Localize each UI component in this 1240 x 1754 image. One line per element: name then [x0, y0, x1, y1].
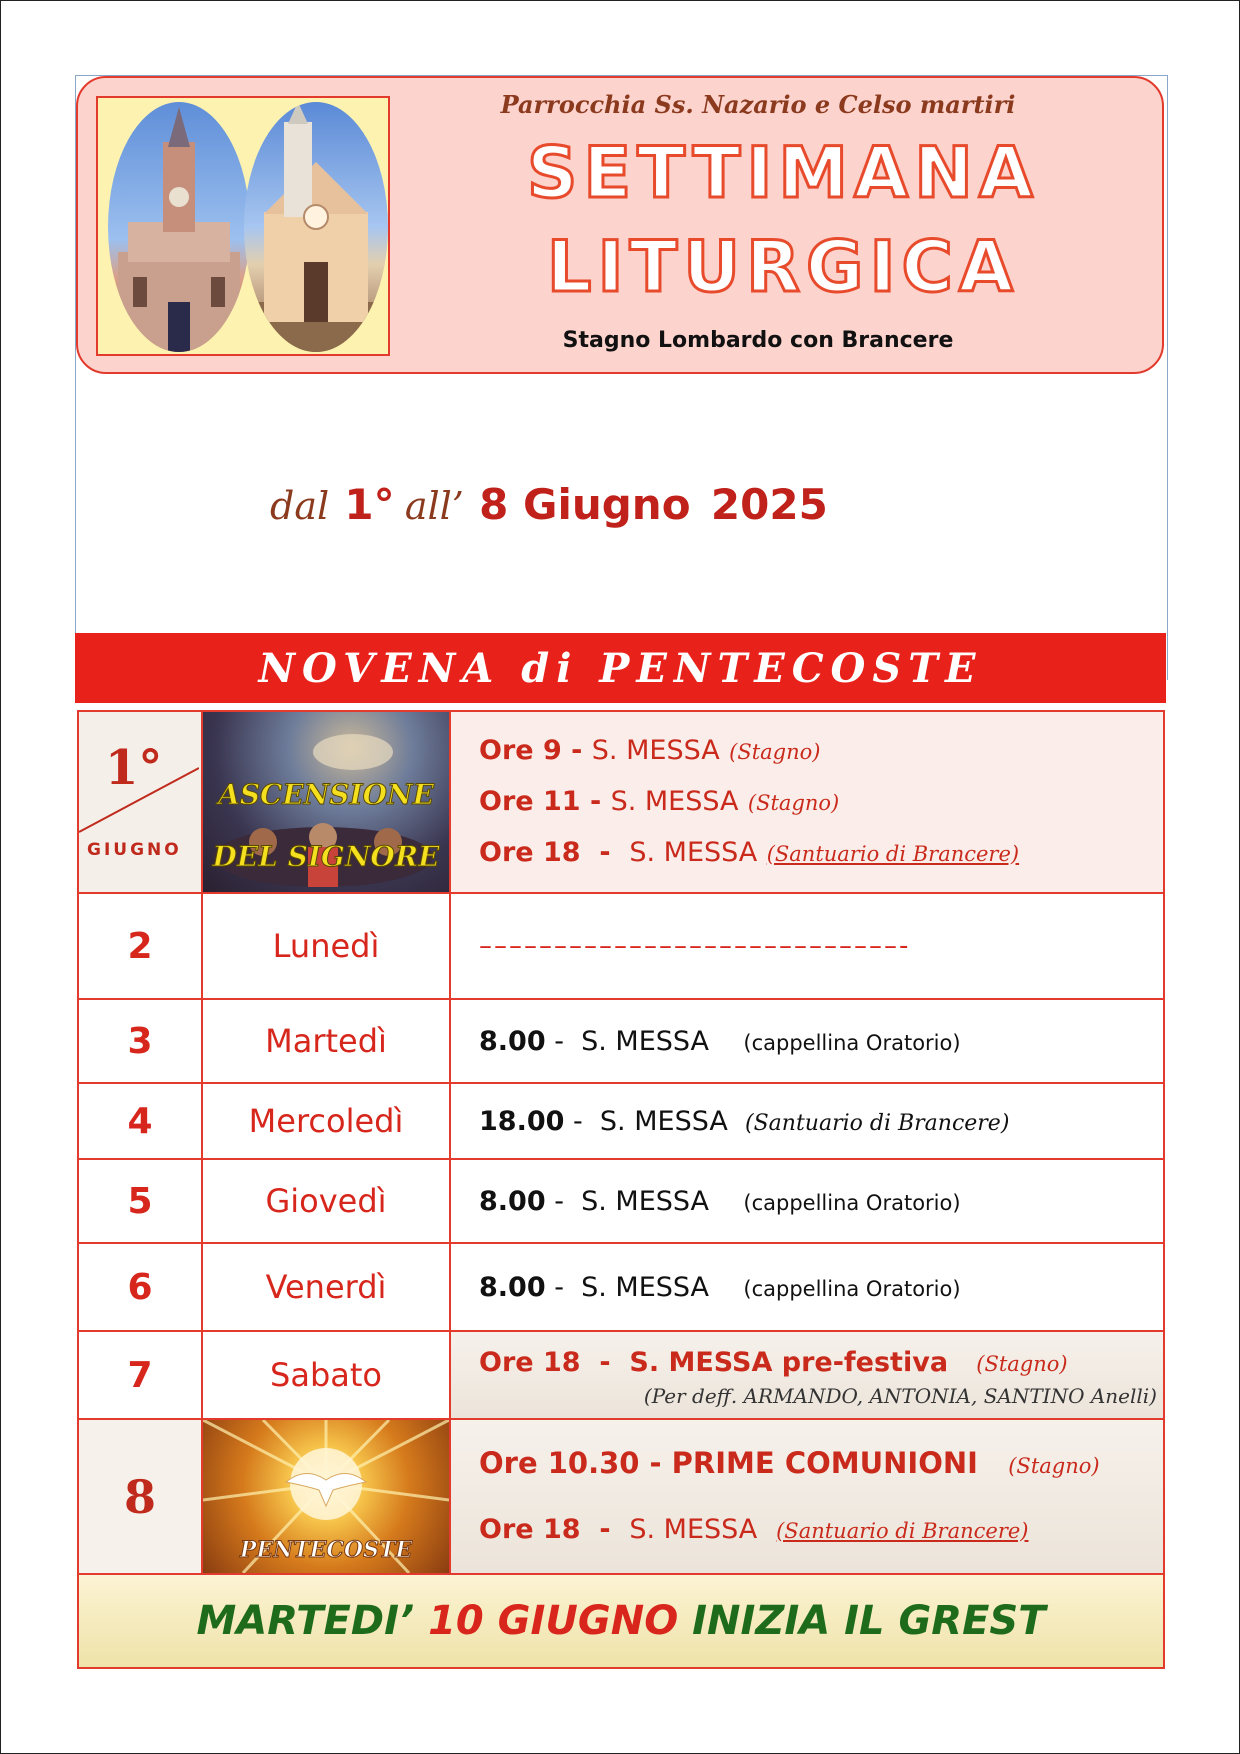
mass-label: S. MESSA: [629, 836, 758, 868]
day-name: Lunedì: [202, 893, 450, 999]
mass-label: S. MESSA: [629, 1513, 758, 1545]
ascension-image: [203, 712, 449, 892]
sep: -: [545, 1271, 582, 1303]
day-8-schedule: [450, 1419, 1164, 1574]
pentecost-image-cell: [202, 1419, 450, 1574]
day-1-line-2: [479, 777, 1163, 828]
sep: -: [580, 785, 611, 817]
day-number: 4: [78, 1083, 202, 1159]
table-row: [78, 1331, 1164, 1419]
schedule-line: [479, 1026, 961, 1057]
sep: -: [545, 1025, 582, 1057]
day-name: Sabato: [202, 1331, 450, 1419]
schedule-line-1: [479, 1431, 1163, 1498]
ascension-caption-2: DEL SIGNORE: [212, 840, 440, 873]
sep: -: [580, 1346, 630, 1378]
ascension-caption-1: ASCENSIONE: [218, 778, 434, 811]
mass-label: S. MESSA: [581, 1271, 710, 1303]
location: (cappellina Oratorio): [743, 1276, 961, 1301]
schedule-line: [479, 1186, 961, 1217]
day-schedule: [450, 893, 1164, 999]
pentecost-image: [203, 1420, 449, 1573]
schedule-table: [77, 710, 1165, 1669]
time: Ore 18: [479, 836, 581, 868]
schedule-line: [479, 1106, 1009, 1137]
schedule-line-2: [479, 1498, 1163, 1563]
mass-label: S. MESSA: [581, 1025, 710, 1057]
location: (Stagno): [1008, 1453, 1100, 1478]
date-from: 1°: [344, 480, 395, 529]
empty-schedule-dashes: ––––––––––––––––––––––––––––-: [479, 931, 911, 961]
mass-label: S. MESSA pre-festiva: [629, 1346, 949, 1378]
table-row: [78, 1243, 1164, 1331]
pentecost-caption: PENTECOSTE: [239, 1537, 413, 1563]
day-number: 2: [78, 893, 202, 999]
day-schedule: [450, 1159, 1164, 1243]
event: - PRIME COMUNIONI: [639, 1445, 978, 1480]
location: (Stagno): [729, 739, 821, 764]
location: (cappellina Oratorio): [743, 1030, 961, 1055]
location: (Santuario di Brancere): [745, 1110, 1010, 1136]
church-left-photo: [108, 102, 250, 352]
header-banner: [76, 76, 1164, 374]
sep: -: [564, 1105, 600, 1137]
day-name: Martedì: [202, 999, 450, 1083]
ascension-image-cell: [202, 711, 450, 893]
day-1-month: GIUGNO: [87, 840, 182, 860]
time: 8.00: [479, 1271, 546, 1303]
day-1-schedule: [450, 711, 1164, 893]
mass-label: S. MESSA: [599, 1105, 728, 1137]
time: Ore 11: [479, 785, 581, 817]
day-schedule: [450, 1243, 1164, 1331]
day-number: 7: [78, 1331, 202, 1419]
title-line-2: LITURGICA: [546, 226, 1020, 308]
day-number: 6: [78, 1243, 202, 1331]
intention-note: (Per deff. ARMANDO, ANTONIA, SANTINO Anelli): [643, 1383, 1157, 1408]
schedule-line: [479, 1343, 1163, 1384]
day-number: 5: [78, 1159, 202, 1243]
table-row: [78, 1083, 1164, 1159]
title-line-1: SETTIMANA: [527, 132, 1039, 214]
location: (Santuario di Brancere): [776, 1518, 1029, 1543]
date-all: all’: [404, 484, 464, 528]
sep: -: [561, 734, 592, 766]
time: 18.00: [479, 1105, 565, 1137]
day-schedule: [450, 999, 1164, 1083]
church-photos: [96, 96, 390, 356]
mass-label: S. MESSA: [591, 734, 720, 766]
day-7-schedule: [450, 1331, 1164, 1419]
sep: -: [580, 1513, 630, 1545]
location: (Stagno): [976, 1351, 1068, 1376]
time: 8.00: [479, 1025, 546, 1057]
table-row: [78, 1574, 1164, 1668]
table-row: [78, 999, 1164, 1083]
day-schedule: [450, 1083, 1164, 1159]
mass-label: S. MESSA: [610, 785, 739, 817]
day-1-line-3: [479, 828, 1163, 879]
day-name: Giovedì: [202, 1159, 450, 1243]
location: (Santuario di Brancere): [766, 841, 1020, 866]
church-right-photo: [244, 102, 388, 352]
table-row: [78, 1159, 1164, 1243]
grest-announcement: [78, 1574, 1164, 1668]
table-row: [78, 711, 1164, 893]
day-number: 3: [78, 999, 202, 1083]
subtitle: Stagno Lombardo con Brancere: [562, 328, 954, 353]
sep: -: [545, 1185, 582, 1217]
announcement-part-1: MARTEDI’: [196, 1598, 429, 1644]
time: Ore 10.30: [479, 1445, 640, 1480]
announcement-part-2: 10 GIUGNO: [428, 1598, 679, 1644]
day-name: Mercoledì: [202, 1083, 450, 1159]
parish-name: Parrocchia Ss. Nazario e Celso martiri: [500, 90, 1016, 119]
location: (cappellina Oratorio): [743, 1190, 961, 1215]
time: Ore 9: [479, 734, 562, 766]
day-1-date-cell: [78, 711, 202, 893]
day-name: Venerdì: [202, 1243, 450, 1331]
location: (Stagno): [747, 790, 840, 815]
date-to: 8 Giugno: [479, 480, 691, 529]
date-dal: dal: [270, 484, 330, 528]
day-1-line-1: [479, 726, 1163, 777]
day-1-number: 1°: [105, 740, 163, 796]
mass-label: S. MESSA: [581, 1185, 710, 1217]
novena-banner: NOVENA di PENTECOSTE: [75, 633, 1166, 703]
schedule-line: [479, 1272, 961, 1303]
time: Ore 18: [479, 1513, 581, 1545]
day-number: 8: [78, 1419, 202, 1574]
time: 8.00: [479, 1185, 546, 1217]
sep: -: [580, 836, 630, 868]
table-row: [78, 1419, 1164, 1574]
time: Ore 18: [479, 1346, 581, 1378]
announcement-part-3: INIZIA IL GREST: [678, 1598, 1046, 1644]
table-row: [78, 893, 1164, 999]
date-range: [270, 480, 828, 529]
date-year: 2025: [710, 480, 828, 529]
